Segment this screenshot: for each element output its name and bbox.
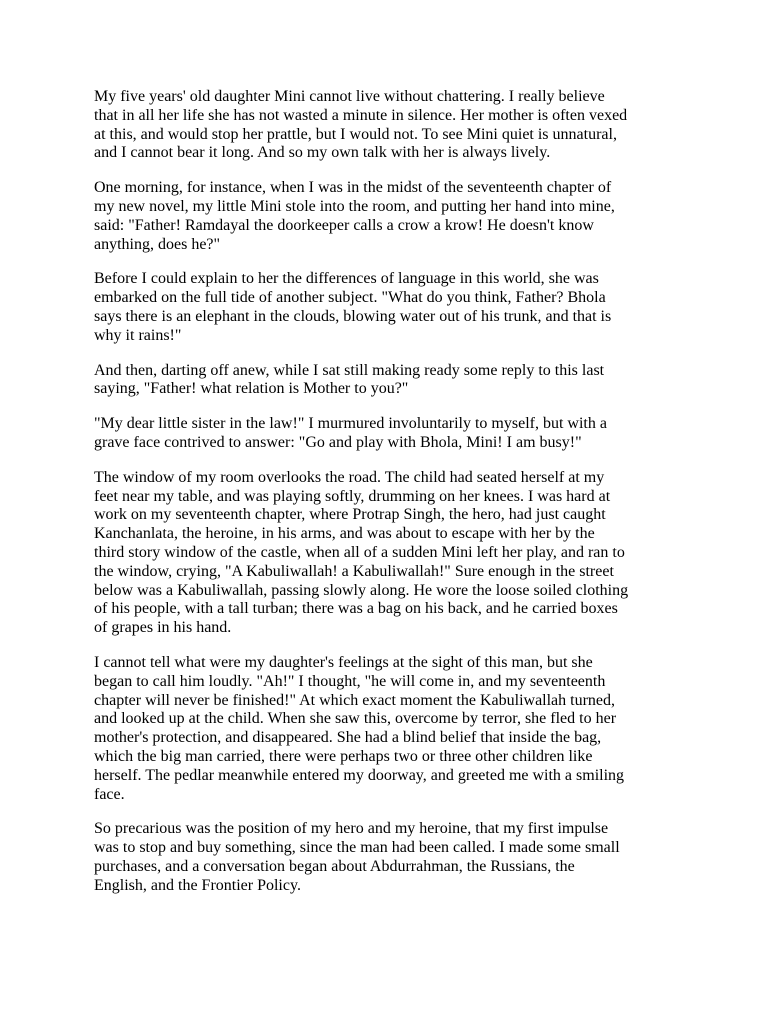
paragraph (94, 362, 694, 400)
text-line: saying, "Father! what relation is Mother to you?" (94, 380, 409, 398)
text-line: I cannot tell what were my daughter's feelings at the sight of this man, but she (94, 653, 593, 671)
text-line: which the big man carried, there were perhaps two or three other children like (94, 747, 593, 765)
text-line: anything, does he?" (94, 235, 221, 253)
paragraph (94, 88, 694, 163)
paragraph (94, 820, 694, 895)
paragraph (94, 179, 694, 254)
text-line: below was a Kabuliwallah, passing slowly along. He wore the loose soiled clothing (94, 581, 629, 599)
text-line: third story window of the castle, when all of a sudden Mini left her play, and ran to (94, 543, 625, 561)
text-line: "My dear little sister in the law!" I murmured involuntarily to myself, but with a (94, 415, 607, 433)
text-line: work on my seventeenth chapter, where Protrap Singh, the hero, had just caught (94, 506, 606, 524)
text-line: of grapes in his hand. (94, 619, 232, 637)
text-line: The window of my room overlooks the road. The child had seated herself at my (94, 468, 605, 486)
paragraph (94, 654, 694, 804)
text-line: chapter will never be finished!" At which exact moment the Kabuliwallah turned, (94, 691, 616, 709)
text-line: of his people, with a tall turban; there was a bag on his back, and he carried boxes (94, 600, 618, 618)
text-line: why it rains!" (94, 326, 182, 344)
text-line: English, and the Frontier Policy. (94, 876, 301, 894)
text-line: One morning, for instance, when I was in the midst of the seventeenth chapter of (94, 179, 612, 197)
text-line: purchases, and a conversation began about Abdurrahman, the Russians, the (94, 857, 575, 875)
text-line: So precarious was the position of my hero and my heroine, that my first impulse (94, 820, 609, 838)
text-line: Before I could explain to her the differences of language in this world, she was (94, 270, 599, 288)
text-line: my new novel, my little Mini stole into the room, and putting her hand into mine, (94, 197, 615, 215)
text-line: began to call him loudly. "Ah!" I thought, "he will come in, and my seventeenth (94, 672, 606, 690)
text-line: says there is an elephant in the clouds, blowing water out of his trunk, and that is (94, 307, 612, 325)
text-line: that in all her life she has not wasted a minute in silence. Her mother is often vexed (94, 106, 628, 124)
text-line: herself. The pedlar meanwhile entered my doorway, and greeted me with a smiling (94, 766, 625, 784)
text-line: said: "Father! Ramdayal the doorkeeper calls a crow a krow! He doesn't know (94, 216, 594, 234)
text-line: Kanchanlata, the heroine, in his arms, and was about to escape with her by the (94, 525, 595, 543)
text-line: was to stop and buy something, since the man had been called. I made some small (94, 839, 620, 857)
text-line: and I cannot bear it long. And so my own talk with her is always lively. (94, 144, 551, 162)
text-line: face. (94, 785, 125, 803)
text-line: And then, darting off anew, while I sat still making ready some reply to this last (94, 361, 605, 379)
text-line: embarked on the full tide of another subject. "What do you think, Father? Bhola (94, 289, 606, 307)
text-line: the window, crying, "A Kabuliwallah! a Kabuliwallah!" Sure enough in the street (94, 562, 614, 580)
text-line: grave face contrived to answer: "Go and play with Bhola, Mini! I am busy!" (94, 433, 582, 451)
text-line: feet near my table, and was playing softly, drumming on her knees. I was hard at (94, 487, 611, 505)
text-line: and looked up at the child. When she saw this, overcome by terror, she fled to her (94, 710, 617, 728)
paragraph (94, 270, 694, 345)
paragraph (94, 415, 694, 453)
text-line: mother's protection, and disappeared. She had a blind belief that inside the bag, (94, 729, 602, 747)
text-line: My five years' old daughter Mini cannot live without chattering. I really believe (94, 88, 605, 105)
paragraph (94, 469, 694, 638)
document-page (94, 88, 694, 911)
text-line: at this, and would stop her prattle, but I would not. To see Mini quiet is unnatural, (94, 125, 617, 143)
